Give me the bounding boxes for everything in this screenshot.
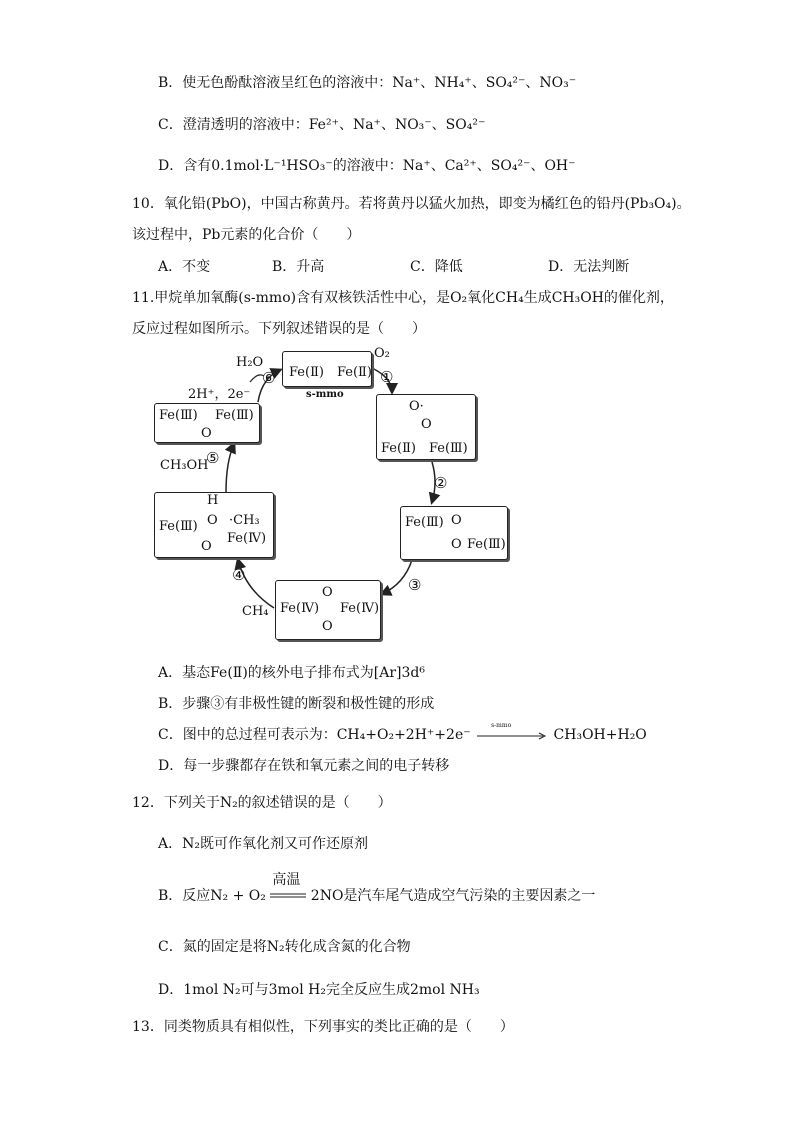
reaction-condition-bar [270, 872, 306, 903]
arrow-step-5 [226, 444, 234, 492]
q11-option-c [158, 724, 647, 744]
q10-option-a: A．不变 [158, 259, 211, 275]
state-box-4 [154, 492, 274, 558]
box5-fe-right: Fe(Ⅲ) [215, 408, 254, 423]
option-b-products: 2NO是汽车尾气造成空气污染的主要因素之一 [310, 888, 596, 904]
box3-o-bottom: O [322, 619, 333, 634]
box1-o-radical: O· [409, 399, 424, 414]
q12-option-b [158, 872, 596, 905]
step-2-label: ② [434, 474, 448, 492]
ch3oh-label: CH₃OH [160, 458, 209, 473]
q12-option-a: A．N₂既可作氧化剂又可作还原剂 [158, 836, 368, 852]
state-box-5 [154, 403, 260, 443]
box4-o-bottom: O [201, 539, 212, 554]
step-6-label: ⑥ [262, 369, 276, 387]
q10-stem-line2: 该过程中，Pb元素的化合价（ ） [132, 227, 361, 243]
state-box-2 [400, 506, 508, 560]
o2-label: O₂ [374, 346, 390, 361]
reaction-arrow [475, 722, 549, 742]
box2-fe-right: Fe(Ⅲ) [467, 537, 506, 552]
box4-fe-right: Fe(Ⅳ) [227, 531, 267, 546]
box3-o-top: O [322, 585, 333, 600]
catalyst-label: s-mmo [306, 389, 344, 400]
q10-option-d: D．无法判断 [548, 259, 630, 275]
h2o-label: H₂O [236, 355, 264, 370]
step-4-label: ④ [232, 566, 246, 584]
option-text: 使无色酚酞溶液呈红色的溶液中： [182, 75, 393, 91]
box3-fe-left: Fe(Ⅳ) [280, 601, 320, 616]
step-1-label: ① [380, 368, 394, 386]
condition-label: 高温 [272, 872, 301, 888]
q10-option-c: C．降低 [410, 259, 463, 275]
top-box-label: Fe(Ⅱ) Fe(Ⅱ) [289, 365, 372, 380]
box4-o-top: O [207, 513, 218, 528]
state-box-3 [275, 580, 381, 640]
q12-option-c: C．氮的固定是将N₂转化成含氮的化合物 [158, 939, 411, 955]
q11-option-a: A．基态Fe(Ⅱ)的核外电子排布式为[Ar]3d⁶ [158, 665, 425, 681]
box4-h: H [207, 493, 219, 508]
q11-option-b: B．步骤③有非极性键的断裂和极性键的形成 [158, 696, 435, 712]
q11-stem-line1: 11.甲烷单加氧酶(s-mmo)含有双核铁活性中心，是O₂氧化CH₄生成CH₃OH的催化剂， [132, 290, 674, 306]
box4-methyl-radical: ·CH₃ [229, 513, 260, 528]
option-ions: Na⁺、Ca²⁺、SO₄²⁻、OH⁻ [402, 158, 576, 174]
box2-fe-left: Fe(Ⅲ) [405, 515, 444, 530]
arrow-catalyst: s-mmo [491, 722, 512, 729]
option-ions: Na⁺、NH₄⁺、SO₄²⁻、NO₃⁻ [392, 75, 577, 91]
q10-option-b: B．升高 [272, 259, 325, 275]
option-letter: D． [158, 158, 184, 174]
box3-fe-right: Fe(Ⅳ) [340, 601, 380, 616]
option-text: 含有0.1mol·L⁻¹HSO₃⁻的溶液中： [183, 158, 403, 174]
option-c-products: CH₃OH+H₂O [553, 727, 647, 743]
step-5-label: ⑤ [206, 449, 220, 467]
state-box-top [282, 351, 372, 387]
option-ions: Fe²⁺、Na⁺、NO₃⁻、SO₄²⁻ [308, 117, 486, 133]
q12-stem: 12．下列关于N₂的叙述错误的是（ ） [132, 795, 392, 811]
box2-o-top: O [451, 513, 462, 528]
protons-electrons-label: 2H⁺，2e⁻ [188, 387, 251, 402]
box2-o-bottom: O [451, 537, 462, 552]
q11-option-d: D．每一步骤都存在铁和氧元素之间的电子转移 [158, 758, 450, 774]
option-letter: C． [158, 117, 183, 133]
box5-o: O [201, 426, 212, 441]
box5-fe-left: Fe(Ⅲ) [159, 408, 198, 423]
option-text: 澄清透明的溶液中： [182, 117, 309, 133]
option-b-reactants: B．反应N₂ + O₂ [158, 888, 266, 904]
step-3-label: ③ [408, 576, 422, 594]
state-box-1 [376, 394, 476, 460]
box1-o: O [421, 417, 432, 432]
option-letter: B． [158, 75, 183, 91]
q12-option-d: D．1mol N₂可与3mol H₂完全反应生成2mol NH₃ [158, 982, 480, 998]
option-c-reactants: C．图中的总过程可表示为：CH₄+O₂+2H⁺+2e⁻ [158, 727, 471, 743]
ch4-label: CH₄ [242, 604, 269, 619]
box4-fe-left: Fe(Ⅲ) [159, 519, 198, 534]
q10-stem-line1: 10．氧化铅(PbO)，中国古称黄丹。若将黄丹以猛火加热，即变为橘红色的铅丹(Pb₃O₄)。 [132, 196, 691, 212]
q11-stem-line2: 反应过程如图所示。下列叙述错误的是（ ） [132, 321, 426, 337]
q13-stem: 13．同类物质具有相似性，下列事实的类比正确的是（ ） [132, 1019, 514, 1035]
box1-fe-pair: Fe(Ⅱ) Fe(Ⅲ) [381, 441, 468, 456]
